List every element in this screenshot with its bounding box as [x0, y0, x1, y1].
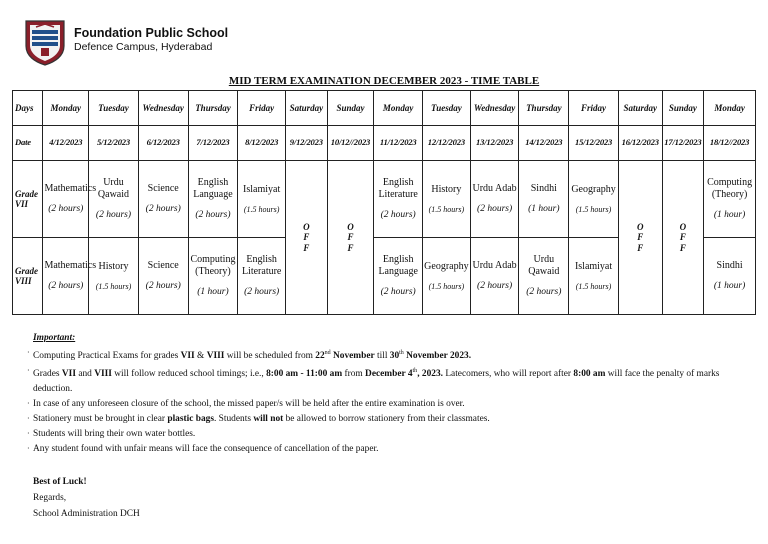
off-letter: F [679, 232, 686, 243]
subject: History [98, 260, 129, 272]
exam-cell [423, 238, 471, 315]
signoff: School Administration DCH [33, 509, 140, 519]
date-cell: 5/12/2023 [89, 126, 139, 161]
date-cell: 15/12/2023 [569, 126, 619, 161]
off-cell [662, 161, 704, 315]
exam-cell [519, 161, 569, 238]
exam-cell [569, 161, 619, 238]
off-letter: F [303, 232, 310, 243]
duration: (1 hour) [528, 204, 560, 215]
school-crest-icon [22, 18, 68, 66]
subject: Science [147, 182, 179, 194]
duration: (1.5 hours) [575, 205, 612, 215]
school-name: Foundation Public School [74, 26, 229, 40]
duration: (1.5 hours) [575, 282, 612, 292]
day-cell: Wednesday [470, 91, 519, 126]
note-item: · Any student found with unfair means will face the consequence of cancellation of the paper. [33, 442, 753, 457]
day-cell: Saturday [618, 91, 662, 126]
duration: (2 hours) [380, 287, 416, 298]
duration: (2 hours) [95, 210, 132, 221]
exam-cell [89, 161, 139, 238]
duration: (1 hour) [713, 281, 746, 292]
date-cell: 13/12/2023 [470, 126, 519, 161]
off-cell [286, 161, 328, 315]
off-letter: O [347, 221, 354, 232]
date-cell: 9/12/2023 [286, 126, 328, 161]
day-cell: Saturday [286, 91, 328, 126]
note-item: · In case of any unforeseen closure of the school, the missed paper/s will be held after the entire examination is over. [33, 397, 753, 412]
subject: Sindhi [716, 259, 743, 271]
notes-heading: Important: [33, 333, 76, 343]
note-item: · Students will bring their own water bottles. [33, 427, 753, 442]
exam-cell [188, 238, 238, 315]
duration: (2 hours) [48, 281, 84, 292]
duration: (2 hours) [48, 204, 84, 215]
exam-cell [470, 238, 519, 315]
grade7-label: Grade VII [13, 161, 43, 238]
subject: Computing (Theory) [707, 177, 753, 200]
day-cell: Tuesday [89, 91, 139, 126]
off-letter: F [347, 232, 354, 243]
subject: Sindhi [530, 182, 557, 194]
exam-cell [374, 238, 423, 315]
off-letter: F [637, 232, 644, 243]
subject: English Literature [378, 177, 418, 200]
day-cell: Tuesday [423, 91, 471, 126]
off-cell [618, 161, 662, 315]
exam-cell [374, 161, 423, 238]
exam-cell [188, 161, 238, 238]
date-cell: 10/12//2023 [327, 126, 374, 161]
notes-list [33, 346, 753, 457]
subject: Science [147, 259, 179, 271]
subject: Urdu Adab [472, 259, 517, 271]
subject: Geography [424, 260, 469, 272]
day-cell: Monday [43, 91, 89, 126]
off-letter: F [637, 242, 644, 253]
closing-block [33, 474, 140, 522]
date-cell: 14/12/2023 [519, 126, 569, 161]
off-letter: F [347, 242, 354, 253]
duration: (1.5 hours) [428, 282, 465, 292]
duration: (2 hours) [145, 204, 181, 215]
date-cell: 18/12//2023 [704, 126, 756, 161]
timetable [12, 90, 756, 315]
dates-row [13, 126, 756, 161]
day-cell: Thursday [519, 91, 569, 126]
grade7-row [13, 161, 756, 238]
exam-cell [423, 161, 471, 238]
off-cell [327, 161, 374, 315]
exam-cell [569, 238, 619, 315]
note-item: · Computing Practical Exams for grades VII & VIII will be scheduled from 22nd November till 30th November 2023. [33, 346, 753, 364]
date-cell: 16/12/2023 [618, 126, 662, 161]
duration: (1.5 hours) [243, 205, 280, 215]
off-letter: F [303, 242, 310, 253]
subject: Urdu Qawaid [97, 177, 130, 200]
duration: (2 hours) [477, 204, 513, 215]
duration: (2 hours) [145, 281, 181, 292]
duration: (2 hours) [526, 287, 562, 298]
duration: (2 hours) [195, 210, 231, 221]
exam-cell [238, 238, 286, 315]
duration: (2 hours) [477, 281, 513, 292]
off-letter: F [679, 242, 686, 253]
exam-cell [704, 238, 756, 315]
subject: Urdu Qawaid [528, 254, 560, 277]
subject: Islamiyat [574, 260, 613, 272]
date-cell: 11/12/2023 [374, 126, 423, 161]
subject: Islamiyat [243, 183, 281, 195]
date-cell: 4/12/2023 [43, 126, 89, 161]
duration: (1.5 hours) [428, 205, 465, 215]
exam-cell [138, 161, 188, 238]
subject: English Language [378, 254, 418, 277]
day-cell: Friday [569, 91, 619, 126]
subject: History [431, 183, 462, 195]
day-cell: Monday [704, 91, 756, 126]
regards: Regards, [33, 493, 67, 503]
exam-cell [43, 161, 97, 238]
exam-cell [43, 238, 97, 315]
date-cell: 7/12/2023 [188, 126, 238, 161]
exam-cell [138, 238, 188, 315]
grade8-label: Grade VIII [13, 238, 43, 315]
subject: English Language [193, 177, 233, 200]
subject: Mathematics [44, 259, 97, 271]
subject: English Literature [241, 254, 282, 277]
exam-cell [89, 238, 139, 315]
date-cell: 8/12/2023 [238, 126, 286, 161]
note-item: · Grades VII and VIII will follow reduced school timings; i.e., 8:00 am - 11:00 am from December 4th, 2023. Latecomers, who will report after 8:00 am will face the penalty of marks deduction. [33, 364, 753, 397]
subject: Computing (Theory) [190, 254, 236, 277]
off-letter: O [636, 221, 644, 232]
day-cell: Wednesday [138, 91, 188, 126]
date-cell: 17/12/2023 [662, 126, 704, 161]
school-header [22, 18, 228, 66]
days-header: Days [13, 91, 43, 126]
exam-cell [704, 161, 756, 238]
exam-cell [470, 161, 519, 238]
date-cell: 12/12/2023 [423, 126, 471, 161]
off-letter: O [303, 221, 310, 232]
off-letter: O [679, 221, 687, 232]
day-cell: Sunday [327, 91, 374, 126]
note-item: · Stationery must be brought in clear plastic bags. Students will not be allowed to borrow stationery from their classmates. [33, 412, 753, 427]
day-cell: Sunday [662, 91, 704, 126]
duration: (1 hour) [197, 287, 229, 298]
days-row [13, 91, 756, 126]
day-cell: Monday [374, 91, 423, 126]
exam-cell [519, 238, 569, 315]
best-of-luck: Best of Luck! [33, 477, 87, 487]
duration: (2 hours) [380, 210, 416, 221]
date-header: Date [13, 126, 43, 161]
duration: (1 hour) [713, 210, 746, 221]
duration: (1.5 hours) [95, 282, 132, 292]
date-cell: 6/12/2023 [138, 126, 188, 161]
document-title: MID TERM EXAMINATION DECEMBER 2023 - TIME TABLE [228, 75, 540, 87]
important-notes [33, 331, 753, 457]
subject: Mathematics [44, 182, 97, 194]
day-cell: Friday [238, 91, 286, 126]
subject: Urdu Adab [472, 182, 517, 194]
subject: Geography [571, 183, 616, 195]
duration: (2 hours) [244, 287, 280, 298]
exam-cell [238, 161, 286, 238]
school-campus: Defence Campus, Hyderabad [74, 41, 213, 53]
day-cell: Thursday [188, 91, 238, 126]
